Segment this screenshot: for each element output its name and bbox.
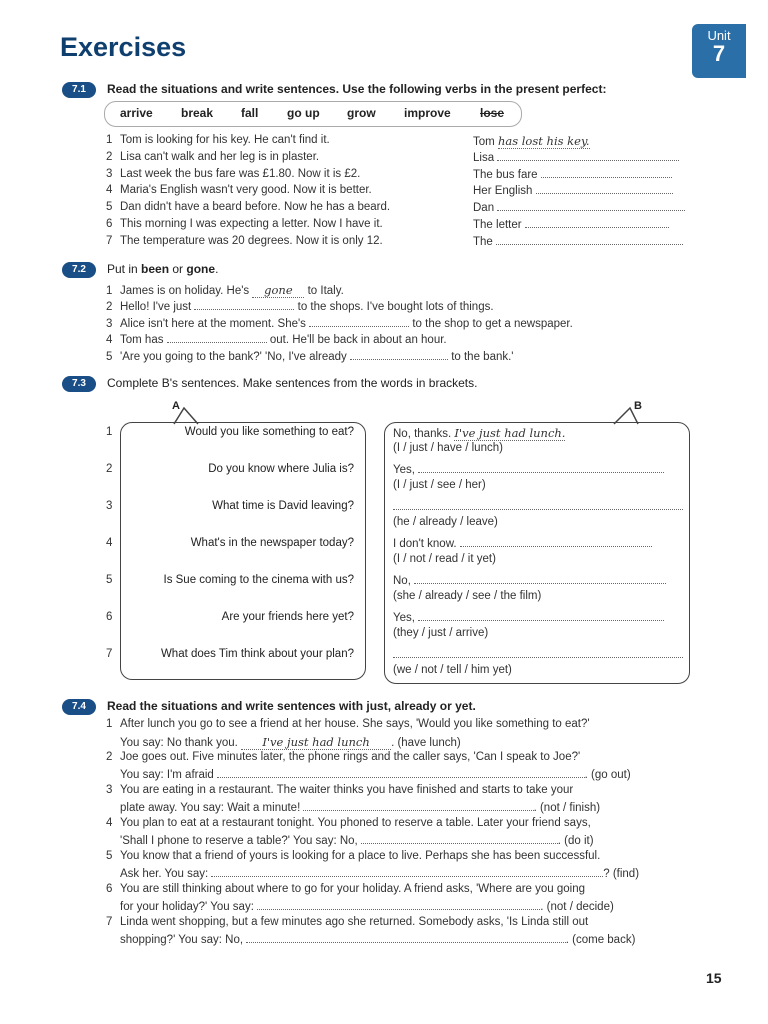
instr-text: Read the situations and write sentences with: [107, 699, 367, 713]
verb-hint: . (have lunch): [391, 736, 461, 749]
exercise-badge-7-4: 7.4: [62, 699, 96, 715]
verb-hint: . (not / decide): [540, 900, 614, 913]
situation-text: Last week the bus fare was £1.80. Now it is £2.: [120, 167, 361, 180]
page-number: 15: [706, 970, 722, 986]
instr-text: or: [169, 262, 187, 276]
verb-hint: . (not / finish): [533, 801, 601, 814]
item-number: 6: [106, 218, 113, 230]
bracket-hint: (I / not / read / it yet): [393, 553, 496, 565]
verb-hint: . (come back): [565, 933, 636, 946]
answer-line: [473, 184, 673, 197]
list-item: [106, 300, 494, 313]
situation-text: You plan to eat at a restaurant tonight. You phoned to reserve a table. Later your friend says,: [120, 817, 591, 829]
exercise-7-2-instruction: [107, 262, 218, 276]
answer-start: Dan: [473, 202, 495, 215]
list-item: [106, 283, 344, 298]
answer-b-line: [393, 537, 652, 550]
answer-start: Lisa: [473, 151, 495, 164]
answer-blank[interactable]: [393, 500, 683, 510]
bracket-hint: (she / already / see / the film): [393, 590, 542, 602]
you-say-text: shopping?' You say: No,: [120, 933, 244, 946]
speaker-b-label: B: [634, 400, 642, 412]
verb-break: break: [181, 106, 214, 120]
bracket-hint: (I / just / see / her): [393, 479, 486, 491]
answer-blank[interactable]: [536, 184, 674, 194]
answer-b-line: [393, 463, 664, 476]
you-say-text: You say: I'm afraid: [120, 768, 214, 781]
answer-blank[interactable]: [211, 867, 603, 877]
sentence-end: to the shops. I've bought lots of things.: [297, 300, 494, 313]
situation-line: [106, 751, 690, 763]
verb-improve: improve: [404, 106, 451, 120]
answer-b-line: [393, 648, 683, 661]
list-item: [106, 317, 573, 330]
answer-blank[interactable]: [361, 834, 558, 844]
item-number: 3: [106, 784, 113, 796]
answer-b-line: [393, 574, 666, 587]
you-say-text: for your holiday?' You say:: [120, 900, 254, 913]
sentence-start: Tom has: [120, 334, 164, 347]
item-number: 3: [106, 317, 113, 330]
instr-keyword-already: already: [394, 699, 437, 713]
question-a: Would you like something to eat?: [184, 426, 354, 438]
answer-b-line: [393, 426, 565, 440]
item-number: 2: [106, 751, 113, 763]
situation-text: Lisa can't walk and her leg is in plaster.: [120, 150, 320, 163]
sentence-start: 'Are you going to the bank?' 'No, I've already: [120, 351, 347, 364]
item-number: 2: [106, 463, 113, 475]
item-number: 3: [106, 500, 113, 512]
exercise-7-3-instruction: Complete B's sentences. Make sentences from the words in brackets.: [107, 376, 478, 390]
item-number: 2: [106, 150, 113, 163]
instr-keyword-been: been: [141, 262, 170, 276]
answer-start: The: [473, 235, 493, 248]
sentence-end: to the shop to get a newspaper.: [412, 317, 573, 330]
item-number: 4: [106, 184, 113, 197]
sentence-start: James is on holiday. He's: [120, 285, 250, 297]
answer-blank[interactable]: [414, 574, 666, 584]
answer-blank[interactable]: [497, 201, 684, 211]
situation-text: This morning I was expecting a letter. Now I have it.: [120, 218, 383, 230]
item-number: 1: [106, 718, 113, 730]
item-number: 4: [106, 537, 113, 549]
you-say-text: 'Shall I phone to reserve a table?' You say: No,: [120, 834, 358, 847]
answer-start: Tom: [473, 136, 495, 148]
answer-line: [473, 218, 669, 231]
situation-text: You know that a friend of yours is looking for a place to live. Perhaps she has been successful.: [120, 850, 601, 862]
answer-line: [473, 235, 683, 248]
question-a: What does Tim think about your plan?: [160, 648, 354, 660]
item-number: 5: [106, 850, 113, 862]
bracket-hint: (I / just / have / lunch): [393, 442, 503, 454]
answer-start: No, thanks.: [393, 428, 452, 440]
answer-b-line: [393, 500, 683, 513]
exercise-badge-7-3: 7.3: [62, 376, 96, 392]
bracket-hint: (he / already / leave): [393, 516, 498, 528]
answer-blank[interactable]: [246, 933, 566, 943]
situation-text: Tom is looking for his key. He can't find it.: [120, 134, 330, 146]
answer-blank[interactable]: [309, 317, 409, 327]
sentence-start: Hello! I've just: [120, 300, 192, 313]
situation-line: [106, 784, 690, 796]
situation-text: You are still thinking about where to go for your holiday. A friend asks, 'Where are you going: [120, 883, 586, 895]
list-item: [106, 218, 383, 230]
verb-hint: . (do it): [557, 834, 594, 847]
situation-line: [106, 817, 690, 829]
item-number: 6: [106, 883, 113, 895]
item-number: 1: [106, 285, 113, 297]
sentence-start: Alice isn't here at the moment. She's: [120, 317, 306, 330]
item-number: 5: [106, 201, 113, 214]
situation-line: [106, 718, 690, 730]
verb-fall: fall: [241, 106, 259, 120]
response-line: [106, 867, 690, 880]
answer-start: Yes,: [393, 464, 415, 476]
answer-blank[interactable]: [418, 463, 664, 473]
situation-text: Maria's English wasn't very good. Now it is better.: [120, 184, 372, 197]
answer-start: I don't know.: [393, 538, 457, 550]
unit-label: Unit: [707, 28, 731, 43]
situation-text: Dan didn't have a beard before. Now he has a beard.: [120, 201, 391, 214]
exercise-7-1-instruction: Read the situations and write sentences. Use the following verbs in the present perfect:: [107, 82, 607, 96]
response-line: [106, 801, 690, 814]
handwritten-answer: I've just had lunch.: [454, 426, 566, 440]
list-item: [106, 184, 372, 196]
list-item: [106, 168, 360, 180]
response-line: [106, 768, 690, 781]
verb-lose: lose: [480, 106, 505, 120]
you-say-text: You say: No thank you.: [120, 736, 238, 749]
item-number: 1: [106, 134, 113, 146]
verb-hint: ? (find): [603, 867, 640, 880]
question-a: What's in the newspaper today?: [190, 537, 354, 549]
sentence-end: to the bank.': [451, 351, 514, 364]
sentence-end: out. He'll be back in about an hour.: [269, 334, 447, 347]
instr-text: ,: [387, 699, 395, 713]
answer-blank[interactable]: [257, 900, 540, 910]
answer-blank[interactable]: [217, 768, 585, 778]
verb-grow: grow: [347, 106, 376, 120]
situation-line: [106, 850, 690, 862]
item-number: 5: [106, 574, 113, 586]
item-number: 4: [106, 817, 113, 829]
answer-start: The letter: [473, 219, 522, 231]
answer-blank[interactable]: [496, 235, 683, 245]
instr-keyword-yet: yet: [455, 699, 473, 713]
situation-text: You are eating in a restaurant. The waiter thinks you have finished and starts to take your: [120, 784, 574, 796]
item-number: 2: [106, 300, 113, 313]
instr-keyword-just: just: [366, 699, 388, 713]
handwritten-answer: I've just had lunch: [241, 735, 391, 750]
answer-blank[interactable]: [460, 537, 652, 547]
answer-start: Her English: [473, 185, 533, 198]
speech-bubble-a: [120, 422, 366, 680]
situation-line: [106, 883, 690, 895]
instr-text: or: [436, 699, 456, 713]
bracket-hint: (they / just / arrive): [393, 627, 489, 639]
instr-text: .: [472, 699, 476, 713]
item-number: 5: [106, 351, 113, 364]
instr-text: Put in: [107, 262, 142, 276]
handwritten-answer: has lost his key.: [497, 134, 590, 148]
situation-text: Linda went shopping, but a few minutes ago she returned. Somebody asks, 'Is Linda still out: [120, 916, 589, 928]
list-item: [106, 151, 319, 163]
item-number: 7: [106, 234, 113, 247]
item-number: 3: [106, 167, 113, 180]
answer-start: No,: [393, 575, 411, 587]
answer-blank[interactable]: [393, 648, 683, 658]
answer-start: Yes,: [393, 612, 415, 624]
list-item: [106, 333, 447, 346]
list-item: [106, 350, 514, 363]
answer-line: [473, 151, 679, 164]
situation-text: Joe goes out. Five minutes later, the phone rings and the caller says, 'Can I speak to Joe?': [120, 751, 581, 763]
unit-tab: [692, 24, 746, 78]
question-a: Is Sue coming to the cinema with us?: [163, 574, 354, 586]
list-item: [106, 201, 390, 213]
answer-line: [473, 134, 590, 148]
bracket-hint: (we / not / tell / him yet): [393, 664, 512, 676]
list-item: [106, 235, 383, 247]
answer-line: [473, 201, 685, 214]
item-number: 7: [106, 648, 113, 660]
item-number: 4: [106, 334, 113, 347]
instr-keyword-gone: gone: [186, 262, 216, 276]
situation-text: After lunch you go to see a friend at her house. She says, 'Would you like something to eat?': [120, 718, 590, 730]
exercise-7-4-instruction: [107, 699, 476, 713]
answer-start: The bus fare: [473, 168, 538, 181]
answer-blank[interactable]: [541, 168, 673, 178]
exercise-badge-7-2: 7.2: [62, 262, 96, 278]
answer-blank[interactable]: [497, 151, 678, 161]
answer-blank[interactable]: [418, 611, 664, 621]
verb-arrive: arrive: [120, 106, 153, 120]
question-a: Are your friends here yet?: [221, 611, 354, 623]
page-title: Exercises: [60, 32, 187, 62]
handwritten-answer: gone: [252, 283, 304, 298]
response-line: [106, 933, 690, 946]
question-a: Do you know where Julia is?: [208, 463, 354, 475]
answer-blank[interactable]: [350, 350, 448, 360]
situation-line: [106, 916, 690, 928]
instr-text: .: [215, 262, 219, 276]
answer-blank[interactable]: [194, 300, 294, 310]
answer-line: [473, 168, 672, 181]
response-line: [106, 735, 690, 750]
verb-go-up: go up: [287, 106, 320, 120]
sentence-end: to Italy.: [307, 285, 344, 297]
you-say-text: plate away. You say: Wait a minute!: [120, 801, 301, 814]
unit-number: 7: [712, 41, 726, 66]
exercise-badge-7-1: 7.1: [62, 82, 96, 98]
speaker-a-label: A: [172, 400, 180, 412]
list-item: [106, 134, 330, 146]
you-say-text: Ask her. You say:: [120, 867, 209, 880]
answer-b-line: [393, 611, 664, 624]
answer-blank[interactable]: [167, 333, 267, 343]
item-number: 7: [106, 916, 113, 928]
response-line: [106, 834, 690, 847]
item-number: 1: [106, 426, 113, 438]
item-number: 6: [106, 611, 113, 623]
verb-hint: . (go out): [584, 768, 631, 781]
response-line: [106, 900, 690, 913]
answer-blank[interactable]: [303, 801, 533, 811]
situation-text: The temperature was 20 degrees. Now it is only 12.: [120, 234, 383, 247]
answer-blank[interactable]: [525, 218, 669, 228]
question-a: What time is David leaving?: [212, 500, 354, 512]
